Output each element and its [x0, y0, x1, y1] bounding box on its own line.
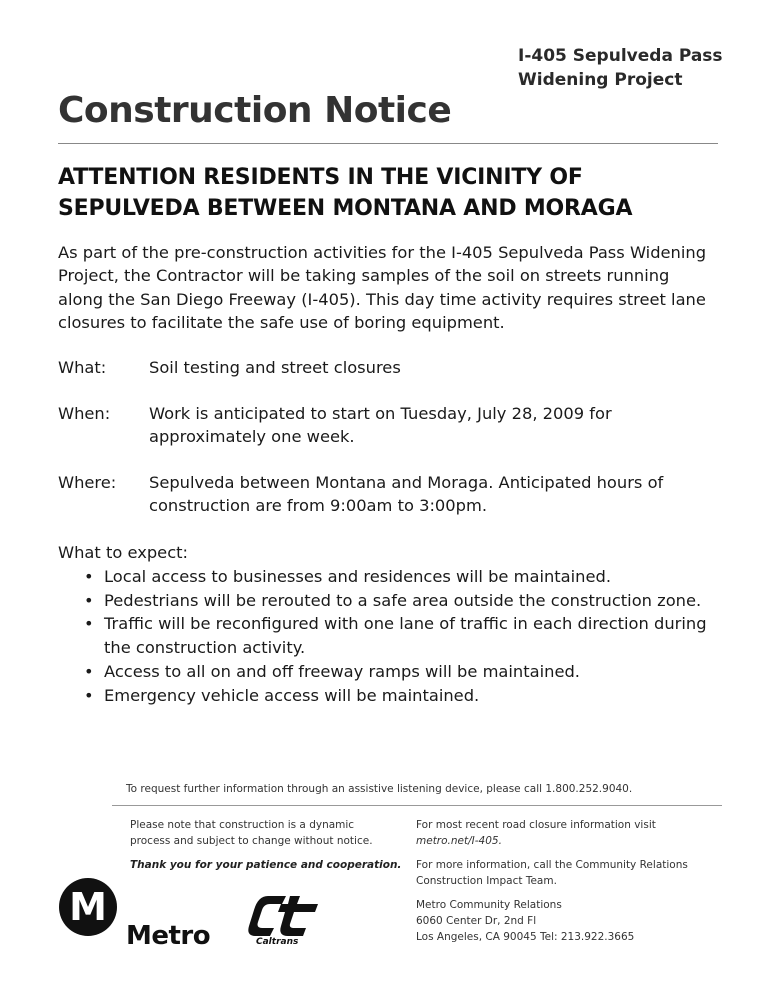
list-item-text: Traffic will be reconfigured with one lane of traffic in each direction during: [104, 614, 707, 634]
assistive-device-note: To request further information through an assistive listening device, please call 1.800.252.9040.: [126, 783, 633, 795]
list-item-text: Emergency vehicle access will be maintained.: [104, 685, 480, 705]
intro-line: along the San Diego Freeway (I-405). This day time activity requires street lane: [58, 289, 706, 309]
what-to-expect-title: What to expect:: [58, 543, 189, 562]
intro-paragraph: [58, 241, 726, 334]
page-title: Construction Notice: [58, 90, 452, 131]
community-relations-line: For more information, call the Community Relations: [416, 859, 688, 871]
when-label: When:: [58, 404, 111, 423]
caltrans-wordmark: Caltrans: [256, 937, 299, 947]
bullet-icon: •: [84, 685, 94, 705]
bullet-icon: •: [84, 614, 94, 634]
what-value: Soil testing and street closures: [149, 358, 401, 377]
list-item: [58, 589, 738, 613]
list-item-text: Pedestrians will be rerouted to a safe area outside the construction zone.: [104, 590, 702, 610]
header-divider: [58, 143, 718, 144]
list-item: [58, 660, 738, 684]
bullet-icon: •: [84, 590, 94, 610]
closure-info-line: For most recent road closure information visit: [416, 819, 656, 831]
attention-headline: [58, 162, 718, 224]
contact-city-phone: Los Angeles, CA 90045 Tel: 213.922.3665: [416, 931, 635, 943]
intro-line: Project, the Contractor will be taking samples of the soil on streets running: [58, 266, 670, 286]
closure-info-link[interactable]: metro.net/I-405.: [416, 835, 502, 847]
metro-logo-icon: [58, 877, 118, 937]
headline-line2: SEPULVEDA BETWEEN MONTANA AND MORAGA: [58, 196, 633, 221]
where-label: Where:: [58, 473, 117, 492]
what-label: What:: [58, 358, 107, 377]
what-to-expect-section: [58, 541, 738, 708]
footer-disclaimer: [130, 817, 401, 873]
thank-you-note: Thank you for your patience and cooperation.: [130, 859, 402, 871]
metro-logo-letter: M: [69, 885, 107, 929]
list-item: [58, 684, 738, 708]
bullet-icon: •: [84, 661, 94, 681]
list-item: [58, 565, 738, 589]
contact-address: 6060 Center Dr, 2nd Fl: [416, 915, 537, 927]
footer-divider: [112, 805, 722, 806]
where-value-line2: construction are from 9:00am to 3:00pm.: [149, 496, 488, 516]
intro-line: closures to facilitate the safe use of boring equipment.: [58, 312, 505, 332]
intro-line: As part of the pre-construction activities for the I-405 Sepulveda Pass Widening: [58, 243, 707, 262]
expect-list: [58, 565, 738, 708]
project-title-line1: I-405 Sepulveda Pass: [518, 46, 723, 66]
where-value-line1: Sepulveda between Montana and Moraga. Anticipated hours of: [149, 473, 664, 492]
bullet-icon: •: [84, 566, 94, 586]
impact-team-line: Construction Impact Team.: [416, 875, 557, 887]
list-item: [58, 612, 738, 660]
list-item-text: Local access to businesses and residences will be maintained.: [104, 566, 612, 586]
contact-name: Metro Community Relations: [416, 899, 562, 911]
disclaimer-line2: process and subject to change without notice.: [130, 835, 373, 847]
when-value-line1: Work is anticipated to start on Tuesday, July 28, 2009 for: [149, 404, 612, 423]
headline-line1: ATTENTION RESIDENTS IN THE VICINITY OF: [58, 165, 583, 190]
list-item-text-continued: the construction activity.: [104, 638, 306, 658]
list-item-text: Access to all on and off freeway ramps will be maintained.: [104, 661, 580, 681]
metro-wordmark: Metro: [126, 921, 211, 951]
disclaimer-line1: Please note that construction is a dynamic: [130, 819, 355, 831]
project-title: [518, 44, 723, 92]
footer-contact: [416, 817, 688, 945]
project-title-line2: Widening Project: [518, 70, 683, 90]
when-value-line2: approximately one week.: [149, 427, 355, 447]
